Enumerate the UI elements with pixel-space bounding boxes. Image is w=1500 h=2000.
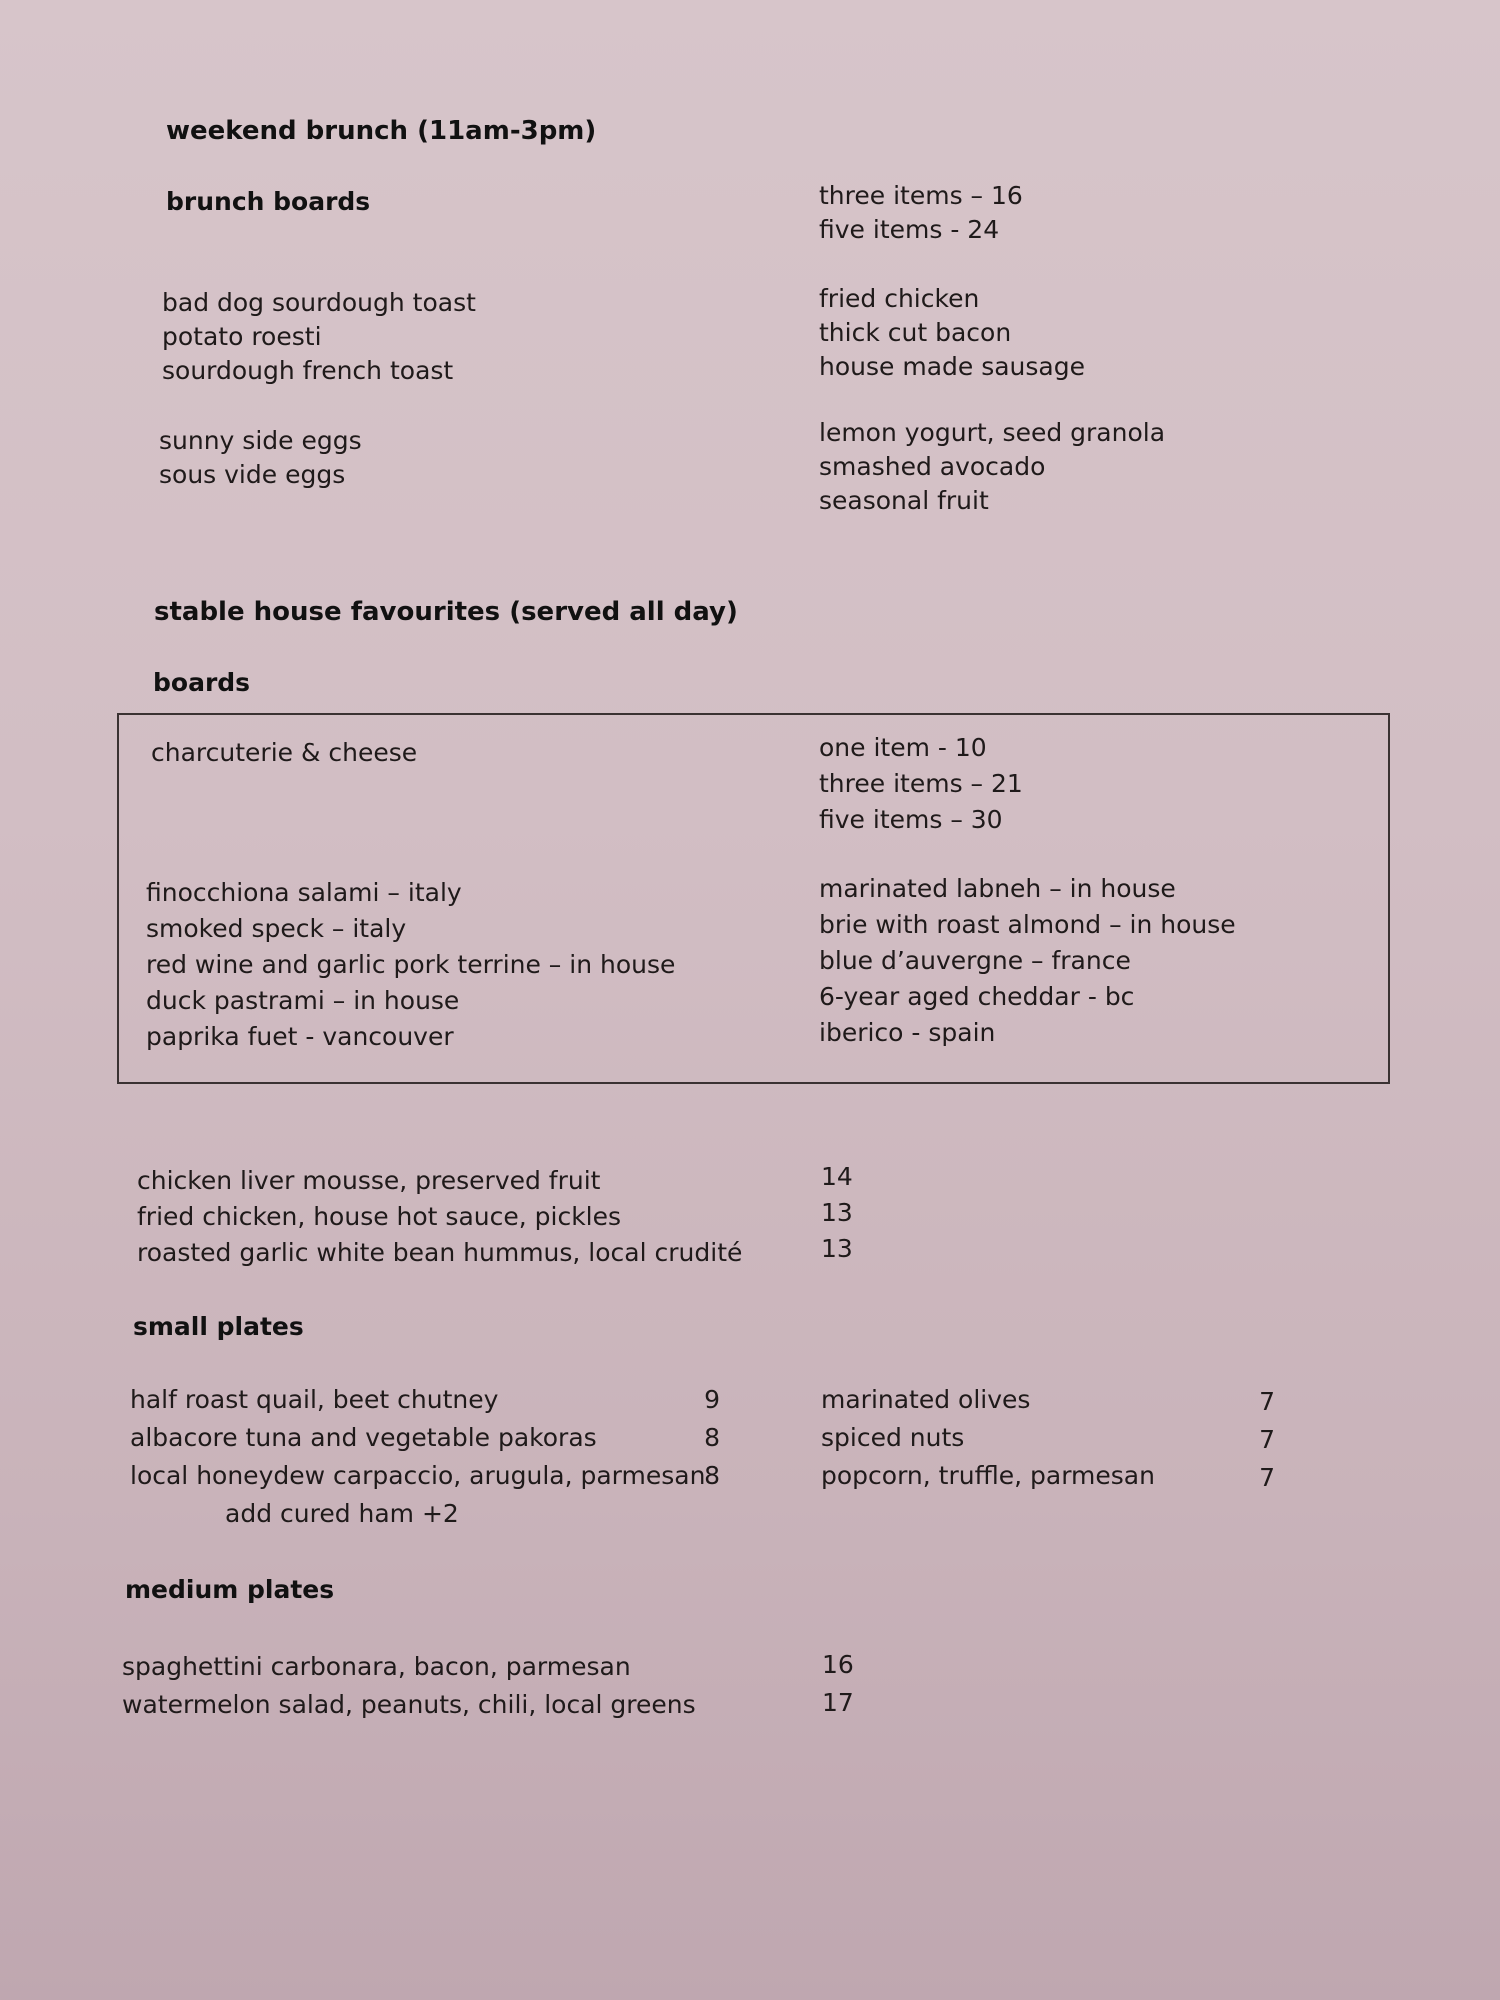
pricing-line: one item - 10 bbox=[819, 733, 987, 762]
list-item: smashed avocado bbox=[819, 452, 1046, 481]
list-item: smoked speck – italy bbox=[146, 914, 407, 943]
menu-item-price: 16 bbox=[822, 1650, 854, 1679]
menu-item-name: spiced nuts bbox=[821, 1423, 965, 1452]
favourites-boards-heading: boards bbox=[153, 668, 251, 697]
menu-item-name: marinated olives bbox=[821, 1385, 1031, 1414]
brunch-items-left-a bbox=[162, 286, 476, 388]
list-item: paprika fuet - vancouver bbox=[146, 1022, 454, 1051]
pricing-line: five items – 30 bbox=[819, 805, 1003, 834]
pricing-line: five items - 24 bbox=[819, 215, 1000, 244]
list-item: bad dog sourdough toast bbox=[162, 288, 476, 317]
list-item: iberico - spain bbox=[819, 1018, 996, 1047]
list-item: fried chicken bbox=[819, 284, 980, 313]
small-plates-left-prices bbox=[690, 1383, 720, 1497]
list-item: sourdough french toast bbox=[162, 356, 454, 385]
favourites-other-names bbox=[137, 1164, 742, 1272]
menu-item-price: 7 bbox=[1259, 1387, 1275, 1416]
list-item: sous vide eggs bbox=[159, 460, 346, 489]
menu-item-price: 17 bbox=[822, 1688, 854, 1717]
small-plates-left-names bbox=[130, 1383, 705, 1497]
charcuterie-meats bbox=[146, 876, 675, 1056]
list-item: house made sausage bbox=[819, 352, 1085, 381]
menu-item-name: half roast quail, beet chutney bbox=[130, 1385, 499, 1414]
menu-item-price: 13 bbox=[821, 1198, 853, 1227]
medium-plates-heading: medium plates bbox=[125, 1575, 335, 1604]
charcuterie-cheeses bbox=[819, 872, 1236, 1052]
menu-item-price: 14 bbox=[821, 1162, 853, 1191]
menu-item-name: albacore tuna and vegetable pakoras bbox=[130, 1423, 597, 1452]
list-item: potato roesti bbox=[162, 322, 322, 351]
brunch-boards-pricing bbox=[819, 179, 1023, 247]
menu-item-price: 8 bbox=[704, 1461, 720, 1490]
list-item: duck pastrami – in house bbox=[146, 986, 460, 1015]
charcuterie-label: charcuterie & cheese bbox=[151, 738, 418, 767]
menu-item-name: spaghettini carbonara, bacon, parmesan bbox=[122, 1652, 631, 1681]
menu-item-price: 8 bbox=[704, 1423, 720, 1452]
list-item: blue d’auvergne – france bbox=[819, 946, 1131, 975]
medium-plates-names bbox=[122, 1650, 696, 1726]
menu-item-name: watermelon salad, peanuts, chili, local greens bbox=[122, 1690, 696, 1719]
list-item: sunny side eggs bbox=[159, 426, 362, 455]
medium-plates-prices bbox=[822, 1648, 854, 1724]
menu-item-price: 13 bbox=[821, 1234, 853, 1263]
menu-item-name: roasted garlic white bean hummus, local crudité bbox=[137, 1238, 743, 1267]
small-plates-right-prices bbox=[1245, 1385, 1275, 1499]
favourites-title: stable house favourites (served all day) bbox=[154, 597, 738, 627]
list-item: 6-year aged cheddar - bc bbox=[819, 982, 1135, 1011]
small-plates-right-names bbox=[821, 1383, 1155, 1497]
favourites-other-prices bbox=[821, 1160, 853, 1268]
menu-item-price: 9 bbox=[704, 1385, 720, 1414]
charcuterie-pricing bbox=[819, 731, 1023, 839]
pricing-line: three items – 16 bbox=[819, 181, 1023, 210]
pricing-line: three items – 21 bbox=[819, 769, 1023, 798]
menu-item-name: popcorn, truffle, parmesan bbox=[821, 1461, 1155, 1490]
brunch-boards-heading: brunch boards bbox=[166, 187, 371, 216]
brunch-items-right-b bbox=[819, 416, 1165, 518]
list-item: lemon yogurt, seed granola bbox=[819, 418, 1166, 447]
addon-note: add cured ham +2 bbox=[225, 1499, 459, 1528]
menu-item-price: 7 bbox=[1259, 1425, 1275, 1454]
brunch-items-left-b bbox=[159, 424, 362, 492]
list-item: finocchiona salami – italy bbox=[146, 878, 462, 907]
list-item: red wine and garlic pork terrine – in house bbox=[146, 950, 676, 979]
list-item: thick cut bacon bbox=[819, 318, 1012, 347]
small-plates-heading: small plates bbox=[133, 1312, 304, 1341]
menu-item-name: fried chicken, house hot sauce, pickles bbox=[137, 1202, 622, 1231]
menu-item-name: chicken liver mousse, preserved fruit bbox=[137, 1166, 601, 1195]
brunch-title: weekend brunch (11am-3pm) bbox=[166, 116, 597, 146]
list-item: marinated labneh – in house bbox=[819, 874, 1176, 903]
list-item: seasonal fruit bbox=[819, 486, 989, 515]
menu-item-name: local honeydew carpaccio, arugula, parmesan bbox=[130, 1461, 706, 1490]
brunch-items-right-a bbox=[819, 282, 1085, 384]
list-item: brie with roast almond – in house bbox=[819, 910, 1236, 939]
menu-item-price: 7 bbox=[1259, 1463, 1275, 1492]
